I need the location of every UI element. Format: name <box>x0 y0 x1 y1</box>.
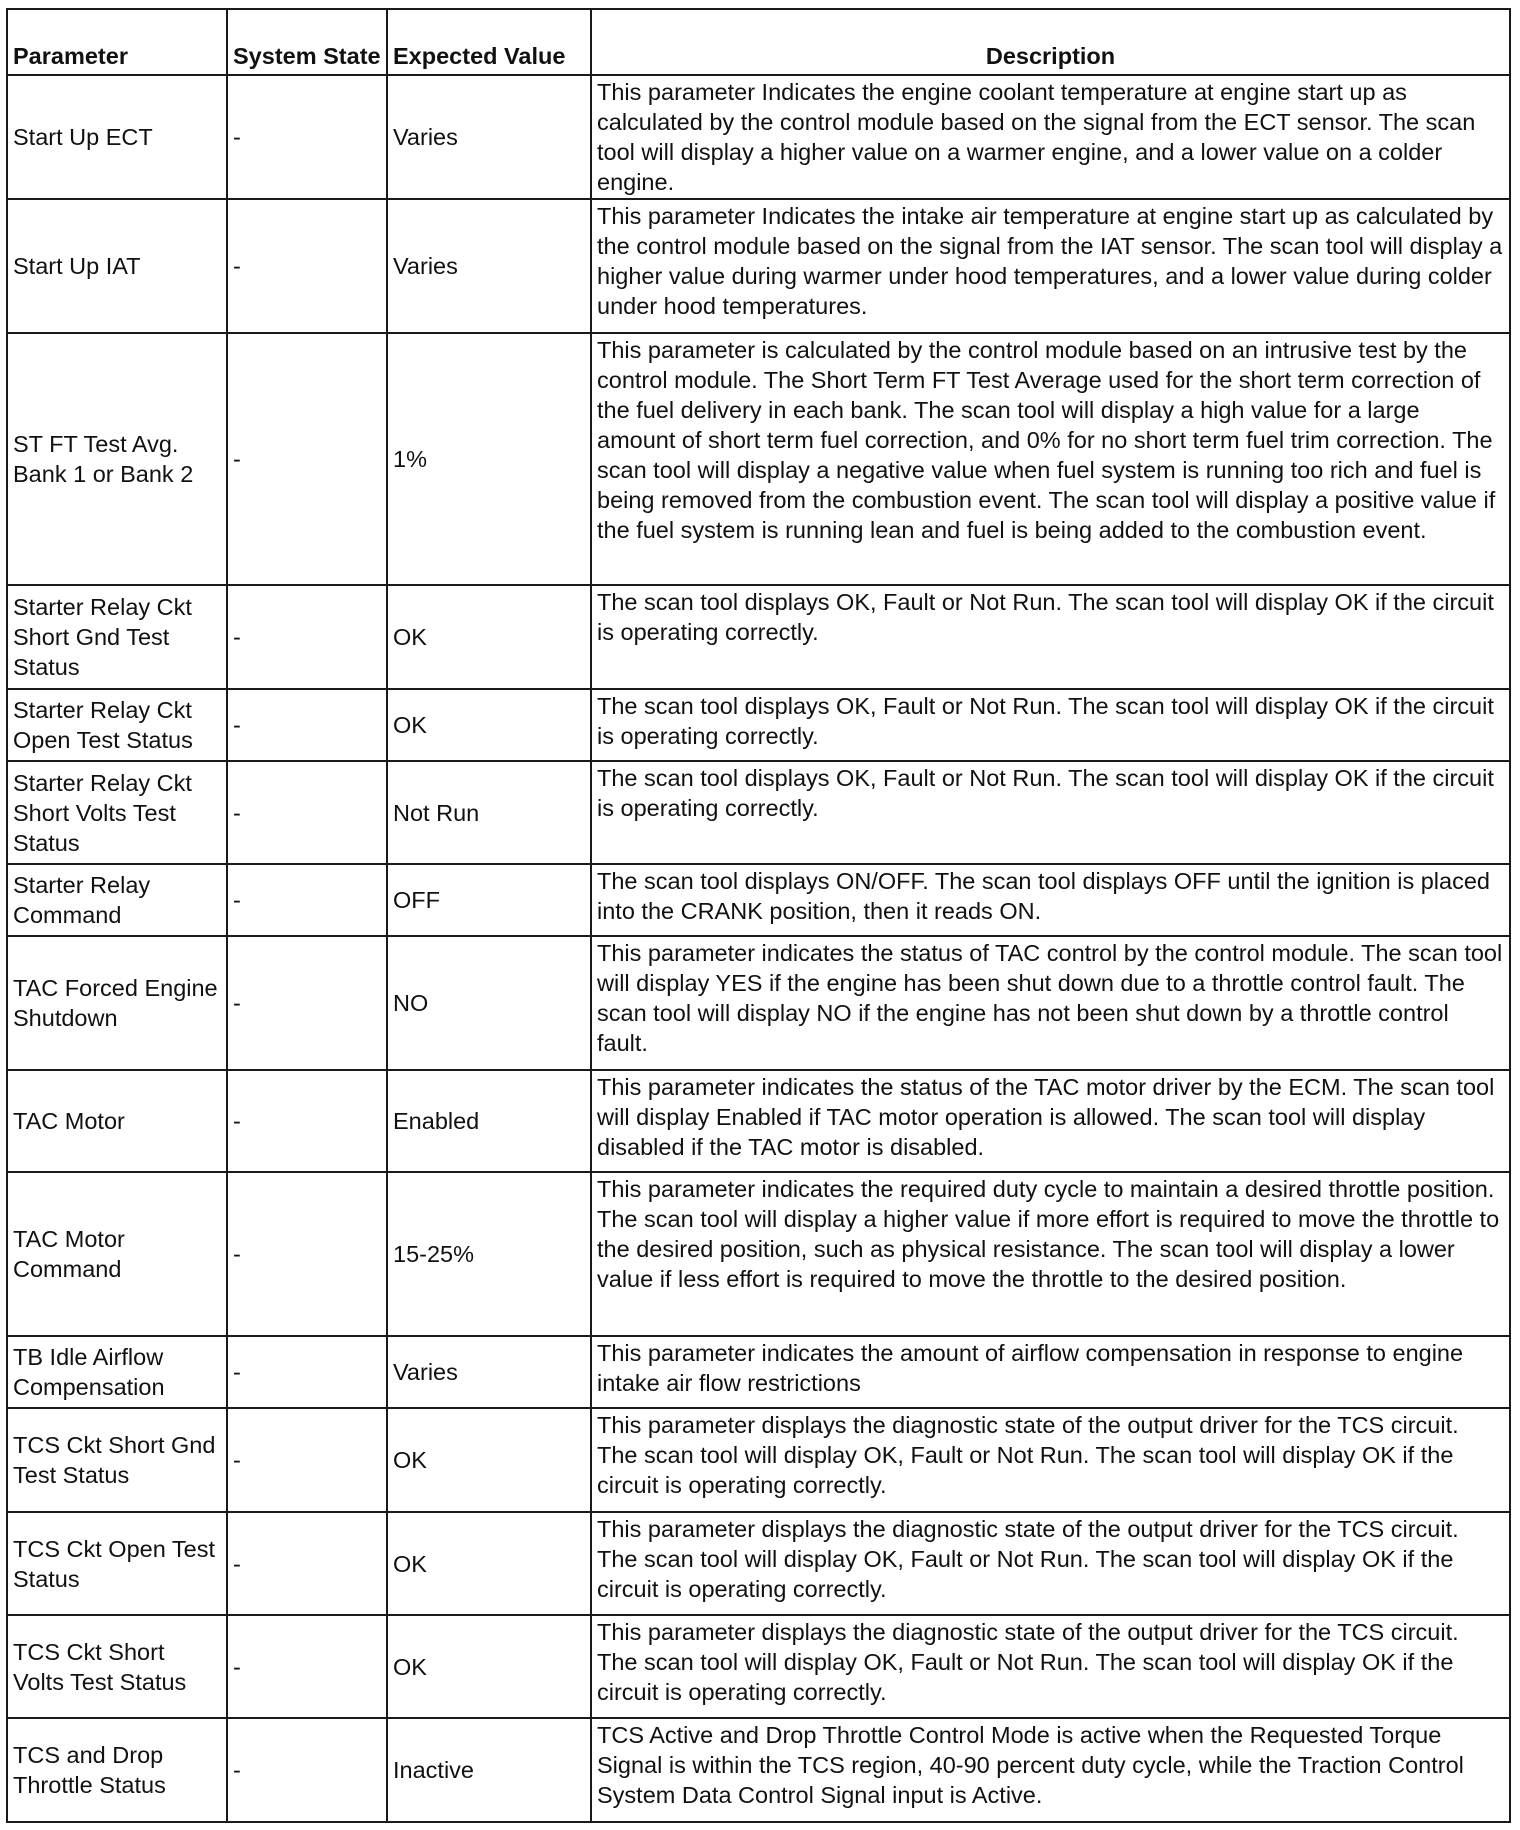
cell-parameter: TAC Forced Engine Shutdown <box>7 936 227 1070</box>
table-row <box>7 1408 1510 1512</box>
cell-parameter: TAC Motor <box>7 1070 227 1172</box>
header-description: Description <box>591 9 1510 75</box>
cell-system-state: - <box>227 1336 387 1408</box>
cell-expected-value: 1% <box>387 333 591 585</box>
cell-expected-value: OFF <box>387 864 591 936</box>
cell-system-state: - <box>227 689 387 761</box>
table-row <box>7 1718 1510 1822</box>
cell-parameter: TAC Motor Command <box>7 1172 227 1336</box>
header-parameter: Parameter <box>7 9 227 75</box>
cell-expected-value: Varies <box>387 1336 591 1408</box>
table-row <box>7 333 1510 585</box>
table-row <box>7 199 1510 333</box>
parameter-table <box>6 8 1511 1823</box>
cell-parameter: Starter Relay Ckt Short Gnd Test Status <box>7 585 227 689</box>
table-row <box>7 1172 1510 1336</box>
cell-description: This parameter indicates the amount of airflow compensation in response to engine intake air flow restrictions <box>591 1336 1510 1408</box>
cell-system-state: - <box>227 1615 387 1718</box>
cell-parameter: Start Up IAT <box>7 199 227 333</box>
cell-expected-value: OK <box>387 585 591 689</box>
cell-parameter: TCS Ckt Short Gnd Test Status <box>7 1408 227 1512</box>
cell-system-state: - <box>227 1172 387 1336</box>
cell-parameter: TCS and Drop Throttle Status <box>7 1718 227 1822</box>
cell-description: The scan tool displays OK, Fault or Not Run. The scan tool will display OK if the circuit is operating correctly. <box>591 585 1510 689</box>
cell-system-state: - <box>227 75 387 199</box>
cell-description: The scan tool displays OK, Fault or Not Run. The scan tool will display OK if the circuit is operating correctly. <box>591 689 1510 761</box>
header-expected-value: Expected Value <box>387 9 591 75</box>
cell-description: TCS Active and Drop Throttle Control Mode is active when the Requested Torque Signal is within the TCS region, 40-90 percent duty cycle, while the Traction Control System Data Control Signal input is Active. <box>591 1718 1510 1822</box>
cell-parameter: Starter Relay Ckt Short Volts Test Status <box>7 761 227 864</box>
cell-system-state: - <box>227 585 387 689</box>
table-row <box>7 864 1510 936</box>
cell-parameter: Start Up ECT <box>7 75 227 199</box>
table-row <box>7 1070 1510 1172</box>
cell-expected-value: Inactive <box>387 1718 591 1822</box>
table-row <box>7 1512 1510 1615</box>
header-system-state: System State <box>227 9 387 75</box>
cell-system-state: - <box>227 1718 387 1822</box>
cell-system-state: - <box>227 199 387 333</box>
table-row <box>7 761 1510 864</box>
cell-description: The scan tool displays OK, Fault or Not Run. The scan tool will display OK if the circuit is operating correctly. <box>591 761 1510 864</box>
cell-parameter: Starter Relay Command <box>7 864 227 936</box>
cell-description: This parameter displays the diagnostic state of the output driver for the TCS circuit. The scan tool will display OK, Fault or Not Run. The scan tool will display OK if the circuit is operating correctly. <box>591 1408 1510 1512</box>
cell-system-state: - <box>227 1070 387 1172</box>
cell-system-state: - <box>227 333 387 585</box>
cell-system-state: - <box>227 761 387 864</box>
cell-expected-value: OK <box>387 1408 591 1512</box>
cell-expected-value: Varies <box>387 199 591 333</box>
cell-expected-value: OK <box>387 689 591 761</box>
table-row <box>7 1336 1510 1408</box>
cell-description: This parameter indicates the status of the TAC motor driver by the ECM. The scan tool will display Enabled if TAC motor operation is allowed. The scan tool will display disabled if the TAC motor is disabled. <box>591 1070 1510 1172</box>
cell-parameter: TCS Ckt Open Test Status <box>7 1512 227 1615</box>
cell-expected-value: NO <box>387 936 591 1070</box>
table-row <box>7 585 1510 689</box>
cell-expected-value: OK <box>387 1615 591 1718</box>
cell-description: The scan tool displays ON/OFF. The scan tool displays OFF until the ignition is placed into the CRANK position, then it reads ON. <box>591 864 1510 936</box>
cell-expected-value: Varies <box>387 75 591 199</box>
cell-description: This parameter Indicates the engine coolant temperature at engine start up as calculated by the control module based on the signal from the ECT sensor. The scan tool will display a higher value on a warmer engine, and a lower value on a colder engine. <box>591 75 1510 199</box>
cell-parameter: TCS Ckt Short Volts Test Status <box>7 1615 227 1718</box>
cell-parameter: ST FT Test Avg. Bank 1 or Bank 2 <box>7 333 227 585</box>
cell-parameter: Starter Relay Ckt Open Test Status <box>7 689 227 761</box>
cell-system-state: - <box>227 1512 387 1615</box>
cell-description: This parameter displays the diagnostic state of the output driver for the TCS circuit. The scan tool will display OK, Fault or Not Run. The scan tool will display OK if the circuit is operating correctly. <box>591 1512 1510 1615</box>
table-row <box>7 1615 1510 1718</box>
table-row <box>7 75 1510 199</box>
cell-system-state: - <box>227 936 387 1070</box>
cell-description: This parameter Indicates the intake air temperature at engine start up as calculated by the control module based on the signal from the IAT sensor. The scan tool will display a higher value during warmer under hood temperatures, and a lower value during colder under hood temperatures. <box>591 199 1510 333</box>
table-header-row <box>7 9 1510 75</box>
cell-expected-value: Enabled <box>387 1070 591 1172</box>
cell-description: This parameter indicates the status of TAC control by the control module. The scan tool will display YES if the engine has been shut down due to a throttle control fault. The scan tool will display NO if the engine has not been shut down by a throttle control fault. <box>591 936 1510 1070</box>
parameter-table-sheet <box>6 8 1511 1823</box>
cell-expected-value: OK <box>387 1512 591 1615</box>
cell-system-state: - <box>227 864 387 936</box>
cell-description: This parameter indicates the required duty cycle to maintain a desired throttle position. The scan tool will display a higher value if more effort is required to move the throttle to the desired position, such as physical resistance. The scan tool will display a lower value if less effort is required to move the throttle to the desired position. <box>591 1172 1510 1336</box>
cell-system-state: - <box>227 1408 387 1512</box>
cell-expected-value: 15-25% <box>387 1172 591 1336</box>
cell-description: This parameter is calculated by the control module based on an intrusive test by the control module. The Short Term FT Test Average used for the short term correction of the fuel delivery in each bank. The scan tool will display a high value for a large amount of short term fuel correction, and 0% for no short term fuel trim correction. The scan tool will display a negative value when fuel system is running too rich and fuel is being removed from the combustion event. The scan tool will display a positive value if the fuel system is running lean and fuel is being added to the combustion event. <box>591 333 1510 585</box>
table-row <box>7 936 1510 1070</box>
cell-description: This parameter displays the diagnostic state of the output driver for the TCS circuit. The scan tool will display OK, Fault or Not Run. The scan tool will display OK if the circuit is operating correctly. <box>591 1615 1510 1718</box>
cell-parameter: TB Idle Airflow Compensation <box>7 1336 227 1408</box>
table-row <box>7 689 1510 761</box>
cell-expected-value: Not Run <box>387 761 591 864</box>
